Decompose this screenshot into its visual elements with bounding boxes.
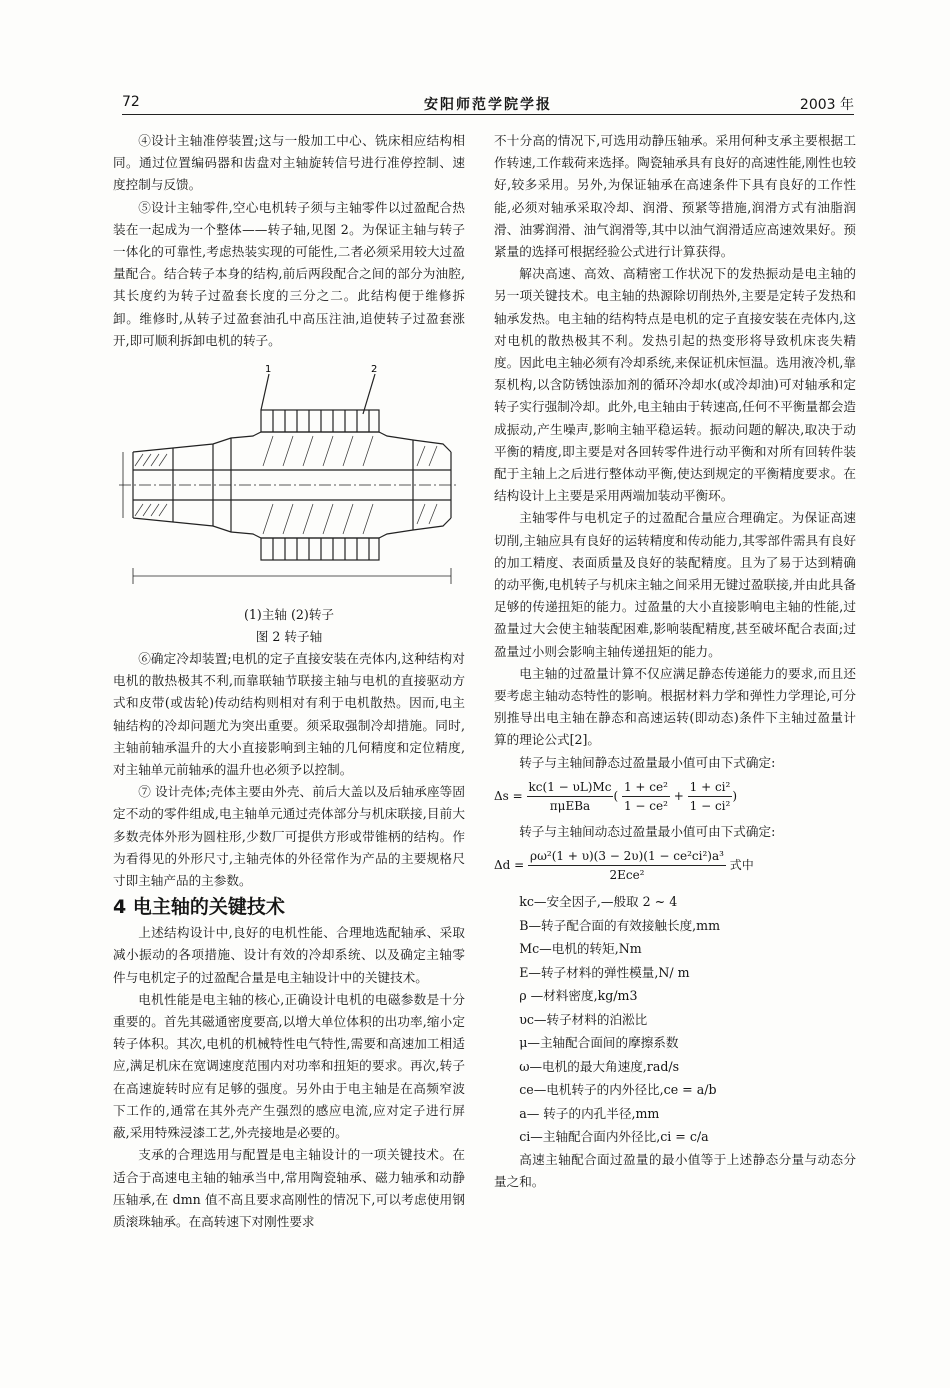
journal-title: 安阳师范学院学报: [424, 97, 552, 113]
eq1-term1: $\frac{\text{1 + ce²}}{\text{1 − ce²}}$: [623, 779, 668, 813]
eq1-main-fraction: $\frac{kc(1 - \upsilon L)Mc}{\text{πμEBa}}$: [528, 779, 612, 813]
paragraph: ⑤设计主轴零件,空心电机转子须与主轴零件以过盈配合热装在一起成为一个整体——转子轴,见图 2。为保证主轴与转子一体化的可靠性,考虑热装实现的可能性,二者必须采用较大过盈量配合。结合转子本身的结构,前后两段配合之间的部分为油腔,其长度约为转子过盈套长度的三分之二。此结构便于维修拆卸。维修时,从转子过盈套油孔中高压注油,追使转子过盈套涨开,即可顺利拆卸电机的转子。: [113, 199, 465, 348]
paragraph: 高速主轴配合面过盈量的最小值等于上述静态分量与动态分量之和。: [494, 1151, 856, 1189]
paragraph: ⑦ 设计壳体;壳体主要由外壳、前后大盖以及后轴承座等固定不动的零件组成,电主轴单元通过壳体部分与机床联接,目前大多数壳体外形为圆柱形,少数厂可提供方形或带锥柄的结构。作为看得见的外形尺寸,主轴壳体的外径常作为产品的主要规格尺寸即主轴产品的主参数。: [113, 784, 465, 889]
symbol-item: μ—主轴配合面间的摩擦系数: [519, 1035, 679, 1051]
eq1-term2: $\frac{\text{1 + ci²}}{\text{1 − ci²}}$: [689, 779, 731, 813]
paragraph: 转子与主轴间动态过盈量最小值可由下式确定:: [519, 823, 776, 839]
symbol-item: ce—电机转子的内外径比,ce = a/b: [519, 1082, 717, 1098]
paragraph: 支承的合理选用与配置是电主轴设计的一项关键技术。在适合于高速电主轴的轴承当中,常用陶瓷轴承、磁力轴承和动静压轴承,在 dmn 值不高且要求高刚性的情况下,可以考虑使用钢质滚珠轴承。在高转速下对刚性要求: [113, 1147, 465, 1229]
symbol-item: B—转子配合面的有效接触长度,mm: [519, 917, 721, 933]
paragraph: 转子与主轴间静态过盈量最小值可由下式确定:: [519, 754, 776, 770]
header-year: 2003 年: [799, 97, 854, 113]
eq2-lhs: Δd =: [494, 858, 525, 873]
rotor-shaft-drawing: [113, 362, 465, 602]
paragraph: 电机性能是电主轴的核心,正确设计电机的电磁参数是十分重要的。首先其磁通密度要高,以增大单位体积的出功率,缩小定转子体积。其次,电机的机械特性电气特性,需要和高速加工相适应,满足机床在宽调速度范围内对功率和扭矩的要求。再次,转子在高速旋转时应有足够的强度。另外由于电主轴是在高频窄波下工作的,通常在其外壳产生强烈的感应电流,应对定子进行屏蔽,采用特殊浸漆工艺,外壳接地是必要的。: [113, 991, 465, 1141]
symbol-item: Mc—电机的转矩,Nm: [519, 941, 642, 957]
symbol-item: υc—转子材料的泊淞比: [519, 1011, 648, 1027]
symbol-list: [494, 890, 856, 1149]
symbol-item: ρ —材料密度,kg/m3: [519, 988, 638, 1004]
eq2-fraction: $\frac{\text{ρω²(1 + υ)(3 − 2υ)(1 − ce²ci²)a³}}{\text{2Ece²}}$: [530, 849, 724, 883]
paragraph: 解决高速、高效、高精密工作状况下的发热振动是电主轴的另一项关键技术。电主轴的热源除切削热外,主要是定转子发热和轴承发热。电主轴的结构特点是电机的定子直接安装在壳体内,这对电机的散热极其不利。发热引起的热变形将导致机床丧失精度。因此电主轴必须有冷却系统,来保证机床恒温。选用液冷机,靠泵机构,以含防锈蚀添加剂的循环冷却水(或冷却油)可对轴承和定转子实行强制冷却。此外,电主轴由于转速高,任何不平衡量都会造成振动,产生噪声,影响主轴平稳运转。振动问题的解决,取决于动平衡的精度,即主要是对各回转零件进行动平衡和对所有回转件装配于主轴上之后进行整体动平衡,使达到规定的平衡精度要求。在结构设计上主要是采用两端加装动平衡环。: [494, 266, 856, 504]
paragraph: ⑥确定冷却装置;电机的定子直接安装在壳体内,这种结构对电机的散热极其不利,而靠联轴节联接主轴与电机的直接驱动方式和皮带(或齿轮)传动结构则相对有利于电机散热。因而,电主轴结构的冷却问题尤为突出重要。须采取强制冷却措施。同时,主轴前轴承温升的大小直接影响到主轴的几何精度和定位精度,对主轴单元前轴承的温升也必须予以控制。: [113, 651, 465, 778]
figure-caption-parts: (1)主轴 (2)转子: [243, 607, 335, 623]
equation-dynamic: [494, 847, 856, 884]
section-heading: 4 电主轴的关键技术: [113, 896, 285, 919]
symbol-item: E—转子材料的弹性模量,N/ m: [519, 964, 690, 980]
symbol-item: ω—电机的最大角速度,rad/s: [519, 1058, 680, 1074]
paragraph: 主轴零件与电机定子的过盈配合量应合理确定。为保证高速切削,主轴应具有良好的运转精度和传动能力,其零部件需具有良好的加工精度、表面质量及良好的装配精度。且为了易于达到精确的动平衡,电机转子与机床主轴之间采用无键过盈联接,并由此具备足够的传递扭矩的能力。过盈量的大小直接影响电主轴的性能,过盈量过大会使主轴装配困难,影响装配精度,甚至破坏配合表面;过盈量过小则会影响主轴传递扭矩的能力。: [494, 510, 856, 659]
eq2-tail: 式中: [729, 858, 754, 873]
page-header: [122, 92, 854, 115]
right-column: [494, 130, 856, 1193]
paragraph: 上述结构设计中,良好的电机性能、合理地选配轴承、采取减小振动的各项措施、设计有效的冷却系统、以及确定主轴零件与电机定子的过盈配合量是电主轴设计中的关键技术。: [113, 925, 465, 985]
eq1-lhs: Δs =: [494, 788, 523, 803]
fig-label-2: 2: [371, 364, 378, 376]
figure-caption-title: 图 2 转子轴: [255, 629, 323, 645]
symbol-item: kc—安全因子,—般取 2 ~ 4: [519, 894, 678, 910]
left-column: [113, 130, 465, 1233]
fig-label-1: 1: [265, 364, 272, 376]
equation-static: Δs = $\frac{kc(1 - \upsilon L)Mc}{\text{πμEBa}}$ ( $\frac{\text{1 + ce²}}{\text{1 − ce²}}$ + $\frac{\text{1 + ci²}}{\text{1 − ci²}}$ ): [494, 779, 737, 813]
page-number: 72: [122, 94, 140, 110]
symbol-item: ci—主轴配合面内外径比,ci = c/a: [519, 1129, 709, 1145]
paragraph: ④设计主轴准停装置;这与一般加工中心、铣床相应结构相同。通过位置编码器和齿盘对主轴旋转信号进行准停控制、速度控制与反馈。: [113, 133, 465, 193]
figure-rotor-shaft: [113, 362, 465, 602]
paragraph: 不十分高的情况下,可选用动静压轴承。采用何种支承主要根据工作转速,工作载荷来选择。陶瓷轴承具有良好的高速性能,刚性也较好,较多采用。另外,为保证轴承在高速条件下具有良好的工作性能,必须对轴承采取冷却、润滑、预紧等措施,润滑方式有油脂润滑、油雾润滑、油气润滑等,其中以油气润滑适应高速效果好。预紧量的选择可根据经验公式进行计算获得。: [494, 133, 856, 260]
symbol-item: a— 转子的内孔半径,mm: [519, 1105, 660, 1121]
paragraph: 电主轴的过盈量计算不仅应满足静态传递能力的要求,而且还要考虑主轴动态特性的影响。根据材料力学和弹性力学理论,可分别推导出电主轴在静态和高速运转(即动态)条件下主轴过盈量计算的理论公式[2]。: [494, 665, 856, 748]
